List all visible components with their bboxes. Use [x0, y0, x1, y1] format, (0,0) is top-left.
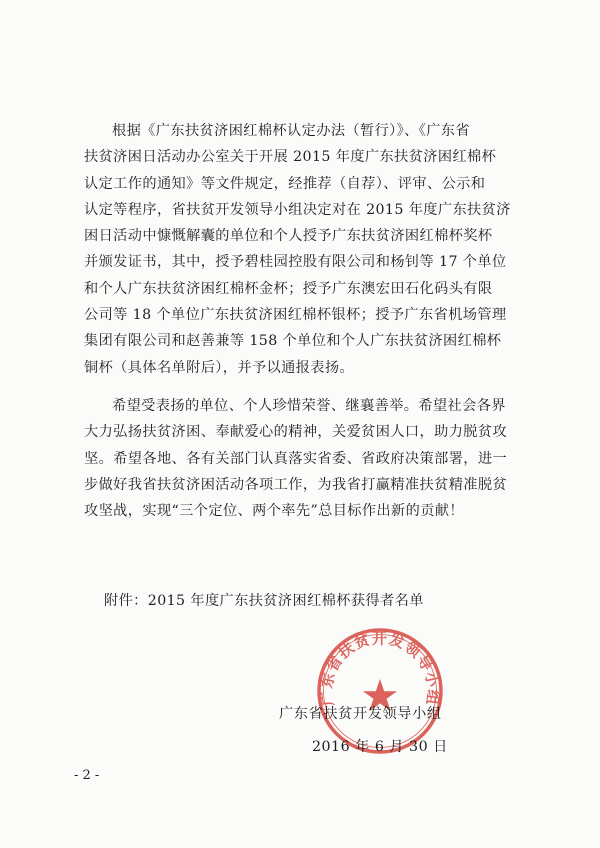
page-number: - 2 - [74, 768, 100, 783]
text-line: 攻坚战，实现“三个定位、两个率先”总目标作出新的贡献！ [84, 503, 464, 520]
body-text [84, 118, 511, 524]
svg-text:广东省扶贫开发领导小组: 广东省扶贫开发领导小组 [317, 629, 443, 707]
official-seal-icon [314, 625, 446, 757]
text-line: 扶贫济困日活动办公室关于开展 2015 年度广东扶贫济困红棉杯 [84, 149, 497, 166]
text-line: 大力弘扬扶贫济困、奉献爱心的精神，关爱贫困人口，助力脱贫攻 [84, 424, 508, 441]
text-line: 根据《广东扶贫济困红棉杯认定办法（暂行）》、《广东省 [112, 123, 470, 139]
text-line: 和个人广东扶贫济困红棉杯金杯；授予广东澳宏田石化码头有限 [84, 280, 493, 297]
text-line: 集团有限公司和赵善兼等 158 个单位和个人广东扶贫济困红棉杯 [84, 333, 502, 350]
text-line: 认定工作的通知》等文件规定，经推荐（自荐）、评审、公示和 [84, 175, 486, 192]
signature-organization: 广东省扶贫开发领导小组 [279, 706, 442, 722]
paragraph-hopes [84, 393, 508, 524]
text-line: 认定等程序，省扶贫开发领导小组决定对在 2015 年度广东扶贫济 [84, 201, 511, 218]
attachment-line: 附件：2015 年度广东扶贫济困红棉杯获得者名单 [104, 593, 424, 609]
text-line: 希望受表扬的单位、个人珍惜荣誉、继襄善举。希望社会各界 [112, 397, 506, 414]
text-line: 步做好我省扶贫济困活动各项工作，为我省打赢精准扶贫精准脱贫 [84, 476, 508, 493]
text-line: 坚。希望各地、各有关部门认真落实省委、省政府决策部署，进一 [84, 450, 508, 467]
text-line: 并颁发证书，其中，授予碧桂园控股有限公司和杨钊等 17 个单位 [84, 254, 507, 271]
signature-date: 2016 年 6 月 30 日 [312, 739, 448, 755]
text-line: 困日活动中慷慨解囊的单位和个人授予广东扶贫济困红棉杯奖杯 [84, 228, 493, 245]
text-line: 公司等 18 个单位广东扶贫济困红棉杯银杯；授予广东省机场管理 [84, 307, 507, 324]
paragraph-commendation [84, 118, 511, 381]
text-line: 铜杯（具体名单附后），并予以通报表扬。 [84, 359, 355, 376]
